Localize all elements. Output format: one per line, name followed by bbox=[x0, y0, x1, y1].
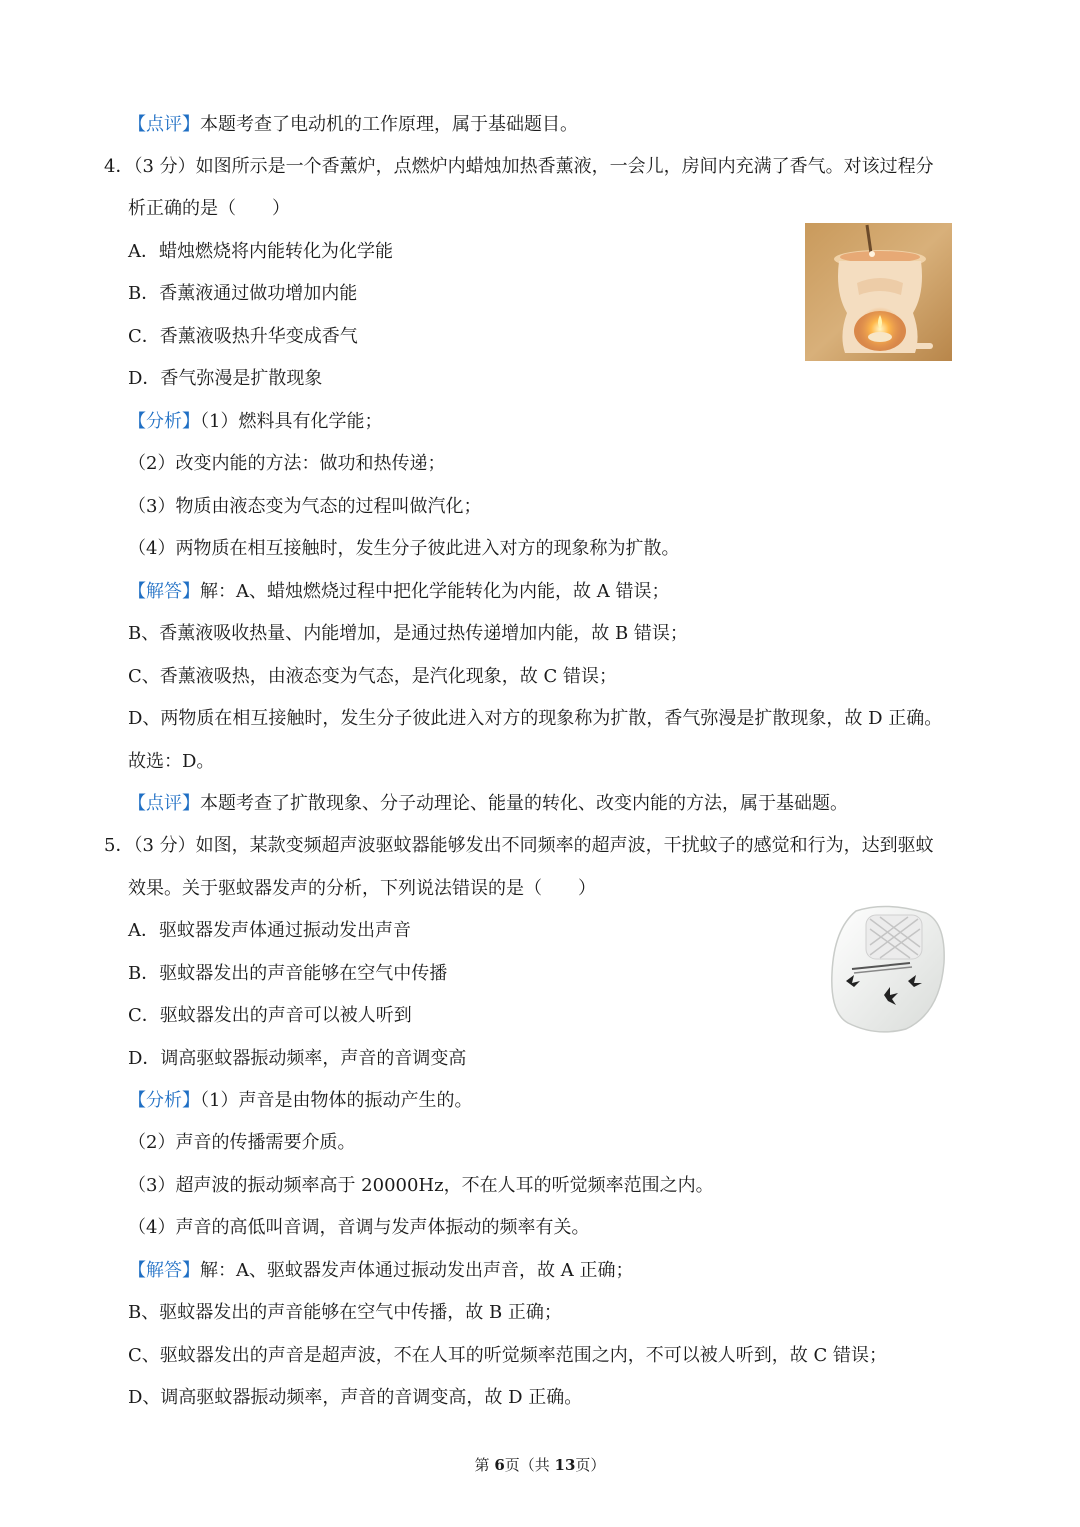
q4-answer-d: D、两物质在相互接触时，发生分子彼此进入对方的现象称为扩散，香气弥漫是扩散现象，故 D 正确。 bbox=[128, 708, 943, 729]
q4-option-c: C．香薰液吸热升华变成香气 bbox=[128, 326, 358, 347]
q4-analysis-4: （4）两物质在相互接触时，发生分子彼此进入对方的现象称为扩散。 bbox=[128, 538, 680, 559]
review-tag: 点评 bbox=[146, 114, 182, 135]
q4-option-b: B．香薰液通过做功增加内能 bbox=[128, 283, 358, 304]
q5-stem-line2: 效果。关于驱蚊器发声的分析，下列说法错误的是（ ） bbox=[128, 878, 596, 899]
review-tag: 点评 bbox=[146, 793, 182, 814]
q4-analysis: 【分析】（1）燃料具有化学能； bbox=[128, 411, 383, 432]
analysis-tag: 分析 bbox=[146, 1090, 182, 1111]
q4-option-a: A．蜡烛燃烧将内能转化为化学能 bbox=[128, 241, 393, 262]
analysis-tag: 分析 bbox=[146, 411, 182, 432]
q5-option-c: C．驱蚊器发出的声音可以被人听到 bbox=[128, 1005, 412, 1026]
q5-option-b: B．驱蚊器发出的声音能够在空气中传播 bbox=[128, 963, 448, 984]
q5-analysis-2: （2）声音的传播需要介质。 bbox=[128, 1132, 356, 1153]
page-footer: 第 6页（共 13页） bbox=[474, 1456, 606, 1474]
q4-answer: 【解答】解：A、蜡烛燃烧过程中把化学能转化为内能，故 A 错误； bbox=[128, 581, 670, 602]
q5-stem-line1: 5．（3 分）如图，某款变频超声波驱蚊器能够发出不同频率的超声波，干扰蚊子的感觉和行为，达到驱蚊 bbox=[104, 835, 934, 856]
q5-analysis-4: （4）声音的高低叫音调，音调与发声体振动的频率有关。 bbox=[128, 1217, 590, 1238]
q4-answer-b: B、香薰液吸收热量、内能增加，是通过热传递增加内能，故 B 错误； bbox=[128, 623, 688, 644]
q5-answer-d: D、调高驱蚊器振动频率，声音的音调变高，故 D 正确。 bbox=[128, 1387, 583, 1408]
q4-stem-line1: 4．（3 分）如图所示是一个香薰炉，点燃炉内蜡烛加热香薰液，一会儿，房间内充满了香气。对该过程分 bbox=[104, 156, 934, 177]
q4-answer-c: C、香薰液吸热，由液态变为气态，是汽化现象，故 C 错误； bbox=[128, 666, 617, 687]
q4-option-d: D．香气弥漫是扩散现象 bbox=[128, 368, 323, 389]
mosquito-repeller-image bbox=[826, 903, 948, 1036]
q5-analysis-3: （3）超声波的振动频率高于 20000Hz，不在人耳的听觉频率范围之内。 bbox=[128, 1175, 714, 1196]
page-number: 6 bbox=[494, 1456, 505, 1474]
review-text: 本题考查了电动机的工作原理，属于基础题目。 bbox=[200, 114, 578, 135]
q5-answer-b: B、驱蚊器发出的声音能够在空气中传播，故 B 正确； bbox=[128, 1302, 562, 1323]
answer-tag: 解答 bbox=[146, 1260, 182, 1281]
q5-option-a: A．驱蚊器发声体通过振动发出声音 bbox=[128, 920, 411, 941]
page-total: 13 bbox=[554, 1456, 576, 1474]
q5-answer: 【解答】解：A、驱蚊器发声体通过振动发出声音，故 A 正确； bbox=[128, 1260, 634, 1281]
q4-analysis-2: （2）改变内能的方法：做功和热传递； bbox=[128, 453, 446, 474]
q5-option-d: D．调高驱蚊器振动频率，声音的音调变高 bbox=[128, 1048, 467, 1069]
answer-tag: 解答 bbox=[146, 581, 182, 602]
q4-choice: 故选：D。 bbox=[128, 751, 215, 772]
q5-analysis: 【分析】（1）声音是由物体的振动产生的。 bbox=[128, 1090, 473, 1111]
aroma-burner-image bbox=[805, 223, 952, 361]
q4-stem-line2: 析正确的是（ ） bbox=[128, 198, 290, 219]
q5-answer-c: C、驱蚊器发出的声音是超声波，不在人耳的听觉频率范围之内，不可以被人听到，故 C 错误； bbox=[128, 1345, 887, 1366]
q3-review: 【点评】本题考查了电动机的工作原理，属于基础题目。 bbox=[128, 114, 578, 135]
q4-analysis-3: （3）物质由液态变为气态的过程叫做汽化； bbox=[128, 496, 482, 517]
q4-review: 【点评】本题考查了扩散现象、分子动理论、能量的转化、改变内能的方法，属于基础题。 bbox=[128, 793, 848, 814]
